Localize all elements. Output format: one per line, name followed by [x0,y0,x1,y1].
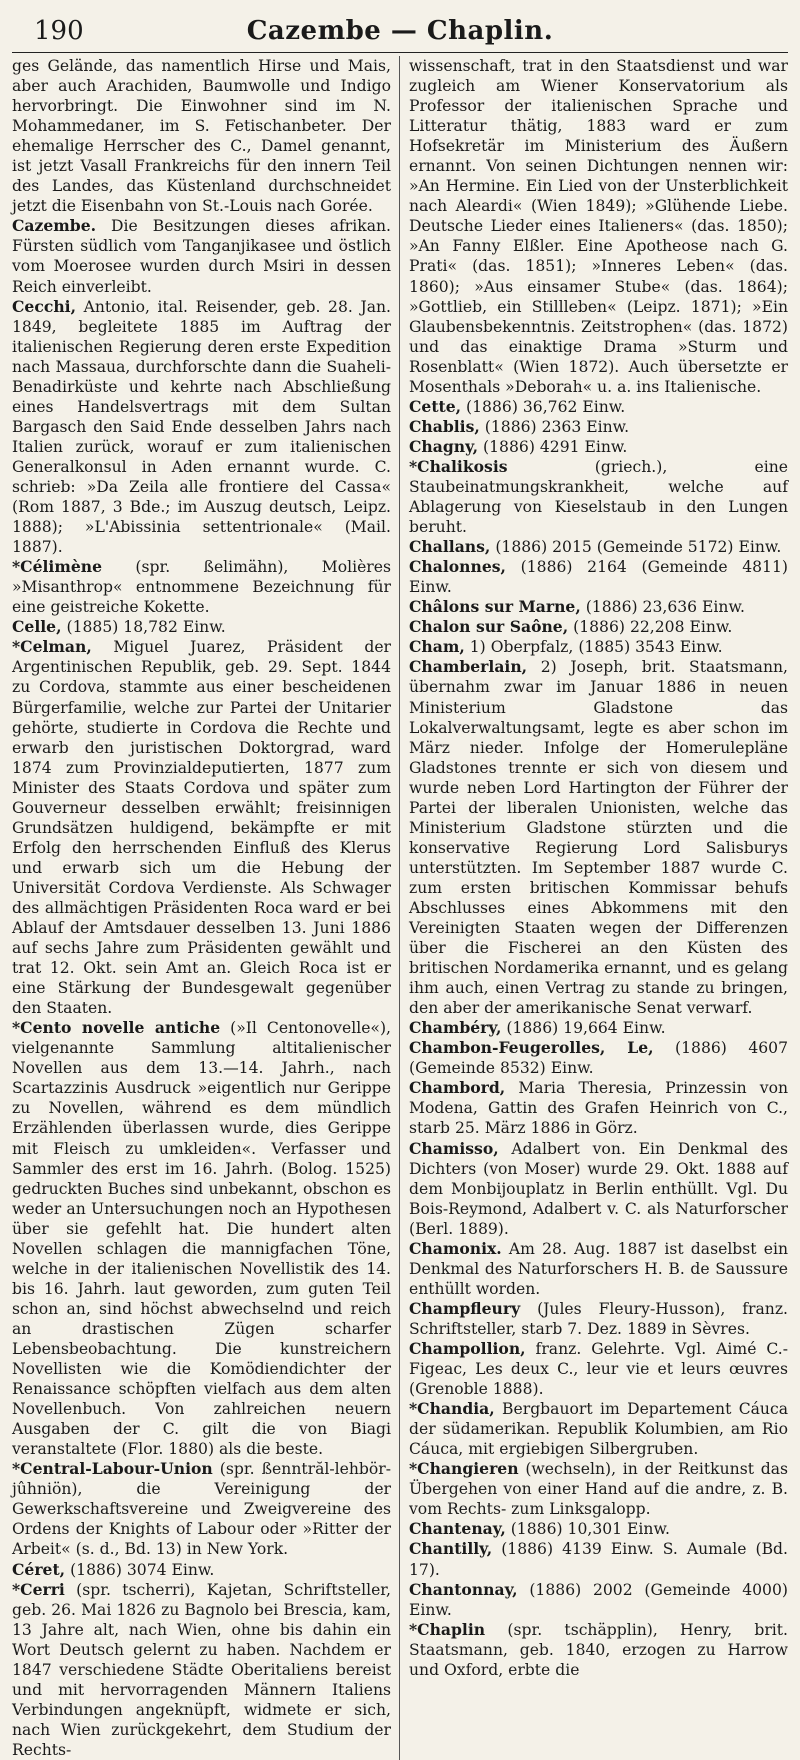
entry-headword: Cette, [409,396,462,416]
entry-text: (Jules Fleury-Husson), franz. Schriftsteller, starb 7. Dez. 1889 in Sèvres. [409,1299,788,1338]
entry-headword: Chantonnay, [409,1579,518,1599]
entry-headword: Céret, [12,1559,66,1579]
text-columns [12,56,788,1760]
dictionary-entry [409,1078,788,1138]
entry-text: 2) Joseph, brit. Staatsmann, übernahm zwar im Januar 1886 in neuen Ministerium Gladstone das Lokalverwaltungsamt, legte es aber schon im März nieder. Infolge der Homerulepläne Gladstones trennte er sich von diesem und wurde neben Lord Hartington der Führer der Partei der liberalen Unionisten, welche das Ministerium Gladstone stürzten und die konservative Regierung Lord Salisburys unterstützten. Im September 1887 wurde C. zum ersten britischen Kommissar behufs Abschlusses eines Abkommens mit den Vereinigten Staaten wegen der Differenzen über die Fischerei an den Küsten des britischen Nordamerika ernannt, und es gelang ihm auch, einen Vertrag zu stande zu bringen, den aber der amerikanische Senat verwarf. [409,658,788,1018]
entry-headword: *Célimène [12,557,103,577]
entry-text: (wechseln), in der Reitkunst das Übergehen von einer Hand auf die andre, z. B. vom Rechts- zum Linksgalopp. [409,1460,788,1519]
entry-text: (1886) 23,636 Einw. [580,598,745,617]
dictionary-entry [409,1299,788,1339]
entry-text: (1886) 19,664 Einw. [501,1019,666,1038]
dictionary-entry [409,1459,788,1519]
entry-text: (1886) 4607 (Gemeinde 8532) Einw. [409,1039,789,1078]
entry-headword: *Celman, [12,637,92,657]
dictionary-entry [409,1239,788,1299]
entry-headword: Chambord, [409,1078,506,1098]
entry-headword: *Changieren [409,1459,519,1479]
entry-headword: Chambéry, [409,1018,502,1038]
dictionary-entry [409,1018,788,1038]
dictionary-entry [12,297,391,558]
entry-text: franz. Gelehrte. Vgl. Aimé C.-Figeac, Les deux C., leur vie et leurs œuvres (Grenoble 1888). [409,1340,788,1399]
entry-text: (spr. ßelimähn), Molières »Misanthrop« entnommene Bezeichnung für eine geistreiche Kokette. [12,558,391,617]
entry-headword: Chamonix. [409,1238,502,1258]
dictionary-entry [409,1139,788,1239]
dictionary-entry [12,637,391,1018]
entry-text: (spr. tschäpplin), Henry, brit. Staatsmann, geb. 1840, erzogen zu Harrow und Oxford, erbte die [409,1620,788,1679]
entry-text: (griech.), eine Staubeinatmungskrankheit, welche auf Ablagerung von Kieselstaub in den Lungen beruht. [409,457,788,537]
entry-headword: *Cento novelle antiche [12,1018,221,1038]
dictionary-entry [409,657,788,1018]
entry-headword: Chamisso, [409,1138,499,1158]
entry-text: Antonio, ital. Reisender, geb. 28. Jan. 1849, begleitete 1885 im Auftrag der italienischen Regierung deren erste Expedition nach Massaua, durchforschte dann die Suaheli-Benadirküste und kehrte nach Abschließung eines Handelsvertrags mit dem Sultan Bargasch den Said Ende desselben Jahrs nach Italien zurück, worauf er zum italienischen Generalkonsul in Aden ernannt wurde. C. schrieb: »Da Zeila alle frontiere del Cassa« (Rom 1887, 3 Bde.; im Auszug deutsch, Leipz. 1888); »L'Abissinia settentrionale« (Mail. 1887). [12,297,391,557]
entry-text: wissenschaft, trat in den Staatsdienst und war zugleich am Wiener Konservatorium als Professor der italienischen Sprache und Litteratur thätig, 1883 ward er zum Hofsekretär im Ministerium des Äußern ernannt. Von seinen Dichtungen nennen wir: »An Hermine. Ein Lied von der Unsterblichkeit nach Aleardi« (Wien 1849); »Glühende Liebe. Deutsche Lieder eines Italieners« (das. 1850); »An Fanny Elßler. Eine Apotheose nach G. Prati« (das. 1851); »Inneres Leben« (das. 1860); »Aus einsamer Stube« (das. 1864); »Gottlieb, ein Stillleben« (Leipz. 1871); »Ein Glaubensbekenntnis. Zeitstrophen« (das. 1872) und das einaktige Drama »Sturm und Rosenblatt« (Wien 1872). Auch übersetzte er Mosenthals »Deborah« u. a. ins Italienische. [409,57,788,396]
page-number: 190 [34,16,84,46]
dictionary-entry [12,1459,391,1559]
entry-headword: Challans, [409,537,491,557]
entry-text: Miguel Juarez, Präsident der Argentinischen Republik, geb. 29. Sept. 1844 zu Cordova, stammte aus einer bescheidenen Bürgerfamilie, welche zur Partei der Unitarier gehörte, studierte in Cordova die Rechte und erwarb den juristischen Doktorgrad, ward 1874 zum Provinzialdeputierten, 1877 zum Minister des Staats Cordova und später zum Gouverneur desselben erwählt; freisinnigen Grundsätzen huldigend, bekämpfte er mit Erfolg den herrschenden Einfluß des Klerus und erwarb sich um die Hebung der Universität Cordova Verdienste. Als Schwager des allmächtigen Präsidenten Roca ward er bei Ablauf der Amtsdauer desselben 13. Juni 1886 auf sechs Jahre zum Präsidenten gewählt und trat 12. Okt. sein Amt an. Gleich Roca ist er eine Stärkung der Bundesgewalt gegenüber den Staaten. [12,638,391,1018]
dictionary-entry [409,637,788,657]
entry-text: (»Il Centonovelle«), vielgenannte Sammlung altitalienischer Novellen aus dem 13.—14. Jahrh., nach Scartazzinis Ausdruck »eigentlich nur Gerippe zu Novellen, während es dem mündlich Erzählenden überlassen wurde, dies Gerippe mit Fleisch zu umkleiden«. Verfasser und Sammler des erst im 16. Jahrh. (Bolog. 1525) gedruckten Buches sind unbekannt, obschon es weder an Untersuchungen noch an Hypothesen über sie gefehlt hat. Die hundert alten Novellen schlagen die mannigfachen Töne, welche in der italienischen Novellistik des 14. bis 16. Jahrh. laut geworden, zum guten Teil schon an, sind höchst abwechselnd und reich an drastischen Zügen scharfer Lebensbeobachtung. Die kunstreichern Novellisten wie die Komödiendichter der Renaissance schöpften vielfach aus dem alten Novellenbuch. Von zahlreichen neuern Ausgaben der C. gilt die von Biagi veranstaltete (Flor. 1880) als die beste. [12,1019,391,1459]
entry-headword: Cazembe. [12,216,97,236]
dictionary-entry [409,1399,788,1459]
entry-headword: Châlons sur Marne, [409,597,581,617]
dictionary-entry [12,216,391,296]
entry-headword: Cecchi, [12,296,77,316]
entry-text: (1886) 36,762 Einw. [461,397,626,416]
entry-text: Maria Theresia, Prinzessin von Modena, Gattin des Grafen Heinrich von C., starb 25. März 1886 in Görz. [409,1079,788,1138]
entry-headword: Cham, [409,637,465,657]
dictionary-entry [409,1539,788,1579]
entry-headword: Chagny, [409,436,479,456]
dictionary-entry [12,617,391,637]
entry-text: ges Gelände, das namentlich Hirse und Mais, aber auch Arachiden, Baumwolle und Indigo hervorbringt. Die Einwohner sind im N. Mohammedaner, im S. Fetischanbeter. Der ehemalige Herrscher des C., Damel genannt, ist jetzt Vasall Frankreichs für den innern Teil des Landes, das Küstenland durchschneidet jetzt die Eisenbahn von St.-Louis nach Gorée. [12,57,391,216]
entry-text: Adalbert von. Ein Denkmal des Dichters (von Moser) wurde 29. Okt. 1888 auf dem Monbijouplatz in Berlin enthüllt. Vgl. Du Bois-Reymond, Adalbert v. C. als Naturforscher (Berl. 1889). [409,1139,788,1238]
entry-headword: *Chalikosis [409,456,508,476]
entry-text: Die Besitzungen dieses afrikan. Fürsten südlich vom Tanganjikasee und östlich vom Moerosee wurden durch Msiri in dessen Reich einverleibt. [12,217,391,296]
entry-text: (1886) 2363 Einw. [479,417,630,436]
entry-text: (1885) 18,782 Einw. [61,618,226,637]
right-column [400,56,788,1760]
dictionary-entry [409,437,788,457]
entry-text: (1886) 10,301 Einw. [505,1520,670,1539]
dictionary-entry [409,1519,788,1539]
entry-text: Am 28. Aug. 1887 ist daselbst ein Denkmal des Naturforschers H. B. de Saussure enthüllt worden. [409,1239,788,1298]
entry-headword: Chambon-Feugerolles, Le, [409,1038,654,1058]
entry-headword: Chablis, [409,416,480,436]
left-column [12,56,400,1760]
entry-headword: Champollion, [409,1339,526,1358]
entry-text: Bergbauort im Departement Cáuca der südamerikan. Republik Kolumbien, am Rio Cáuca, mit ergiebigen Silbergruben. [409,1400,788,1459]
entry-headword: Celle, [12,617,62,637]
entry-text: (1886) 4291 Einw. [478,437,628,456]
dictionary-entry [12,557,391,617]
page-header [12,8,788,53]
entry-headword: Chantilly, [409,1539,493,1559]
entry-headword: Chalon sur Saône, [409,617,569,637]
entry-headword: *Central-Labour-Union [12,1459,213,1479]
dictionary-entry [409,537,788,557]
dictionary-entry [409,417,788,437]
entry-headword: *Chandia, [409,1399,495,1419]
entry-text: 1) Oberpfalz, (1885) 3543 Einw. [464,638,723,657]
dictionary-entry [409,457,788,537]
entry-text: (spr. tscherri), Kajetan, Schriftsteller, geb. 26. Mai 1826 zu Bagnolo bei Brescia, kam, 13 Jahre alt, nach Wien, ohne bis dahin ein Wort Deutsch gelernt zu haben. Nachdem er 1847 verschiedene Städte Oberitaliens bereist und mit hervorragenden Männern Italiens Verbindungen angeknüpft, widmete er sich, nach Wien zurückgekehrt, dem Studium der Rechts- [12,1580,391,1759]
page-title: Cazembe — Chaplin. [246,16,554,46]
entry-headword: Chalonnes, [409,557,506,577]
entry-headword: Chantenay, [409,1519,506,1539]
entry-text: (1886) 2164 (Gemeinde 4811) Einw. [409,558,788,597]
entry-headword: Chamberlain, [409,657,528,677]
entry-text: (1886) 4139 Einw. S. Aumale (Bd. 17). [409,1540,788,1579]
entry-text: (spr. ßenntrăl-lehbör-jûhniön), die Vereinigung der Gewerkschaftsvereine und Zweigvereine des Ordens der Knights of Labour oder »Ritter der Arbeit« (s. d., Bd. 13) in New York. [12,1460,391,1559]
entry-text: (1886) 2002 (Gemeinde 4000) Einw. [409,1580,788,1619]
dictionary-entry [409,1580,788,1620]
entry-headword: *Chaplin [409,1619,486,1639]
dictionary-entry [409,56,788,397]
dictionary-entry [12,56,391,216]
dictionary-entry [409,1038,788,1078]
dictionary-entry [409,1620,788,1680]
entry-headword: Champfleury [409,1298,521,1318]
entry-text: (1886) 2015 (Gemeinde 5172) Einw. [490,538,782,557]
entry-text: (1886) 22,208 Einw. [568,618,733,637]
dictionary-entry [409,397,788,417]
dictionary-entry [12,1560,391,1580]
dictionary-entry [409,617,788,637]
entry-headword: *Cerri [12,1579,65,1599]
dictionary-entry [409,597,788,617]
dictionary-entry [409,557,788,597]
dictionary-entry [409,1339,788,1399]
entry-text: (1886) 3074 Einw. [65,1560,215,1579]
dictionary-entry [12,1018,391,1459]
dictionary-entry [12,1580,391,1760]
